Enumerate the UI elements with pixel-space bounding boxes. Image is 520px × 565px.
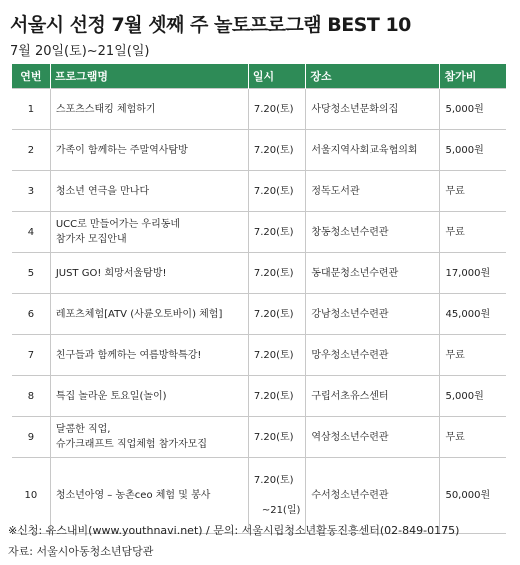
cell-program: UCC로 만들어가는 우리동네 참가자 모집안내 [50,212,248,253]
cell-place: 역삼청소년수련관 [306,417,440,458]
cell-place: 동대문청소년수련관 [306,253,440,294]
page-title: 서울시 선정 7월 셋째 주 놀토프로그램 BEST 10 [10,14,411,36]
cell-date-end: ~21(일) [261,505,301,516]
cell-date: 7.20(토) [248,89,305,130]
header-fee: 참가비 [440,64,506,89]
cell-program: 청소년 연극을 만나다 [50,171,248,212]
header-no: 연번 [12,64,50,89]
cell-fee: 45,000원 [440,294,506,335]
cell-program: 특집 놀라운 토요일(놀이) [50,376,248,417]
header-place: 장소 [306,64,440,89]
cell-program: 가족이 함께하는 주말역사탐방 [50,130,248,171]
cell-fee: 17,000원 [440,253,506,294]
footer-contact: ※신청: 유스내비(www.youthnavi.net) / 문의: 서울시립청소년활동진흥센터(02-849-0175) [8,524,460,537]
cell-place: 사당청소년문화의집 [306,89,440,130]
cell-place: 서울지역사회교육협의회 [306,130,440,171]
header-date: 일시 [248,64,305,89]
cell-no: 3 [12,171,50,212]
cell-no: 7 [12,335,50,376]
table-row [12,89,506,130]
cell-date: 7.20(토) [248,376,305,417]
cell-fee: 5,000원 [440,130,506,171]
cell-place: 망우청소년수련관 [306,335,440,376]
cell-fee: 5,000원 [440,376,506,417]
cell-place: 정독도서관 [306,171,440,212]
cell-fee: 무료 [440,212,506,253]
cell-date: 7.20(토) [248,171,305,212]
date-range: 7월 20일(토)~21일(일) [10,44,150,59]
cell-date: 7.20(토) [248,212,305,253]
cell-program: 친구들과 함께하는 여름방학특강! [50,335,248,376]
cell-no: 5 [12,253,50,294]
header-program: 프로그램명 [50,64,248,89]
table-row [12,376,506,417]
cell-fee: 무료 [440,417,506,458]
cell-no: 6 [12,294,50,335]
cell-date: 7.20(토) [248,130,305,171]
cell-program: 청소년아영 – 농촌ceo 체험 및 봉사 [50,458,248,534]
cell-no: 1 [12,89,50,130]
table-row [12,130,506,171]
cell-date: 7.20(토) [248,417,305,458]
cell-program: 달콤한 직업, 슈가크래프트 직업체험 참가자모집 [50,417,248,458]
cell-date-start: 7.20(토) [253,475,294,486]
cell-no: 9 [12,417,50,458]
cell-program: JUST GO! 희망서울탐방! [50,253,248,294]
cell-program: 스포츠스태킹 체험하기 [50,89,248,130]
cell-no: 8 [12,376,50,417]
table-row [12,335,506,376]
cell-no: 10 [12,458,50,534]
cell-no: 2 [12,130,50,171]
cell-fee: 무료 [440,171,506,212]
table-row [12,253,506,294]
table-row [12,294,506,335]
cell-program: 레포츠체험[ATV (사륜오토바이) 체험] [50,294,248,335]
cell-fee: 5,000원 [440,89,506,130]
cell-place: 창동청소년수련관 [306,212,440,253]
cell-place: 수서청소년수련관 [306,458,440,534]
cell-fee: 무료 [440,335,506,376]
cell-date: 7.20(토) [248,294,305,335]
cell-date: 7.20(토) [248,335,305,376]
table-row [12,171,506,212]
program-table [12,64,506,534]
table-row [12,212,506,253]
table-row [12,417,506,458]
footer-source: 자료: 서울시아동청소년담당관 [8,545,154,558]
cell-place: 강남청소년수련관 [306,294,440,335]
cell-fee: 50,000원 [440,458,506,534]
cell-no: 4 [12,212,50,253]
cell-place: 구립서초유스센터 [306,376,440,417]
cell-date: 7.20(토) [248,253,305,294]
table-header-row [12,64,506,89]
